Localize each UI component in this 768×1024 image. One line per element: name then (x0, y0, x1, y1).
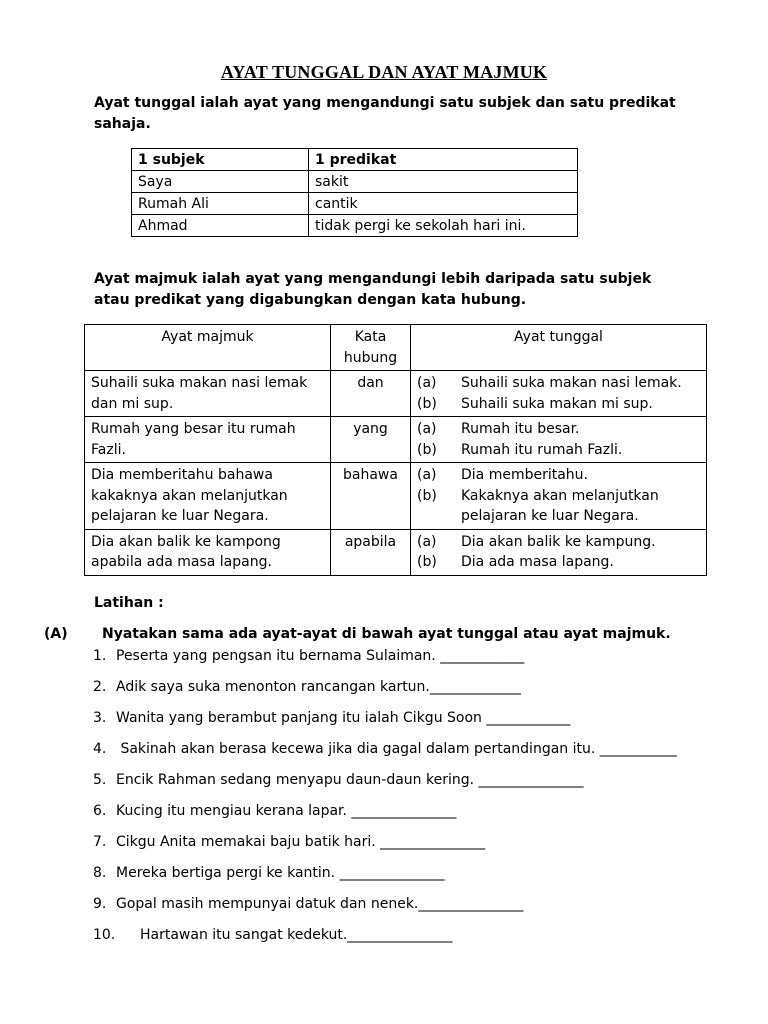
cell-hubung: bahawa (331, 463, 411, 530)
cell-majmuk: Dia akan balik ke kampong apabila ada masa lapang. (85, 529, 331, 575)
sub-text: Kakaknya akan melanjutkan pelajaran ke luar Negara. (461, 487, 659, 524)
header-ayat-majmuk: Ayat majmuk (85, 325, 331, 371)
table-row (132, 215, 578, 237)
header-predikat: 1 predikat (309, 149, 578, 171)
latihan-heading: Latihan : (94, 595, 164, 611)
section-a-instruction (44, 626, 671, 642)
section-a-label: (A) (44, 626, 68, 642)
question-number: 2. (93, 679, 107, 695)
question-item (93, 741, 677, 757)
sub-label: (b) (417, 395, 437, 412)
header-subjek: 1 subjek (132, 149, 309, 171)
cell-tunggal (411, 463, 707, 530)
sub-text: Dia akan balik ke kampung. (461, 533, 656, 550)
question-number: 4. (93, 741, 107, 757)
sub-label: (a) (417, 533, 437, 550)
sub-sentence (417, 552, 700, 573)
cell-hubung: yang (331, 417, 411, 463)
table-row (85, 371, 707, 417)
cell-majmuk: Dia memberitahu bahawa kakaknya akan melanjutkan pelajaran ke luar Negara. (85, 463, 331, 530)
sub-text: Rumah itu besar. (461, 421, 580, 437)
sub-sentence (417, 373, 700, 394)
cell-hubung: apabila (331, 529, 411, 575)
sub-sentence (417, 532, 700, 553)
question-text: Kucing itu mengiau kerana lapar. _______________ (116, 803, 457, 819)
table-ayat-tunggal (131, 148, 578, 237)
section-a-text: Nyatakan sama ada ayat-ayat di bawah ayat tunggal atau ayat majmuk. (102, 626, 671, 642)
sub-label: (b) (417, 554, 437, 570)
cell-predikat: sakit (309, 171, 578, 193)
question-text: Gopal masih mempunyai datuk dan nenek._______________ (116, 896, 524, 912)
table-header-row (85, 325, 707, 371)
definition-majmuk: Ayat majmuk ialah ayat yang mengandungi lebih daripada satu subjek atau predikat yang digabungkan dengan kata hubung. (94, 271, 652, 308)
sub-sentence (417, 486, 700, 527)
question-item (93, 648, 524, 664)
question-item (93, 772, 584, 788)
sub-sentence (417, 419, 700, 440)
sub-text: Dia memberitahu. (461, 467, 588, 483)
sub-label: (a) (417, 467, 437, 483)
sub-label: (a) (417, 421, 437, 437)
cell-tunggal (411, 371, 707, 417)
question-text: Peserta yang pengsan itu bernama Sulaiman. ____________ (116, 648, 525, 664)
question-item (93, 834, 485, 850)
sub-label: (a) (417, 375, 437, 391)
question-number: 9. (93, 896, 107, 912)
sub-text: Rumah itu rumah Fazli. (461, 441, 623, 458)
question-item (93, 710, 570, 726)
question-item (93, 679, 521, 695)
question-item (93, 803, 456, 819)
cell-majmuk: Suhaili suka makan nasi lemak dan mi sup. (85, 371, 331, 417)
cell-majmuk: Rumah yang besar itu rumah Fazli. (85, 417, 331, 463)
cell-hubung: dan (331, 371, 411, 417)
sub-label: (b) (417, 487, 437, 504)
cell-subjek: Ahmad (132, 215, 309, 237)
table-row (85, 463, 707, 530)
question-number: 10. (93, 927, 116, 943)
question-number: 5. (93, 772, 107, 788)
question-number: 6. (93, 803, 107, 819)
sub-text: Dia ada masa lapang. (461, 554, 614, 570)
question-number: 8. (93, 865, 107, 881)
table-ayat-majmuk (84, 324, 707, 576)
cell-subjek: Saya (132, 171, 309, 193)
header-ayat-tunggal: Ayat tunggal (411, 325, 707, 371)
question-item (93, 927, 452, 943)
table-row (132, 171, 578, 193)
sub-text: Suhaili suka makan nasi lemak. (461, 375, 682, 391)
table-row (132, 193, 578, 215)
sub-text: Suhaili suka makan mi sup. (461, 395, 653, 412)
sub-sentence (417, 440, 700, 461)
sub-sentence (417, 465, 700, 486)
cell-predikat: tidak pergi ke sekolah hari ini. (309, 215, 578, 237)
question-text: Encik Rahman sedang menyapu daun-daun kering. _______________ (116, 772, 584, 788)
question-number: 3. (93, 710, 107, 726)
cell-tunggal (411, 417, 707, 463)
table-row (85, 417, 707, 463)
question-item (93, 865, 445, 881)
page-title: AYAT TUNGGAL DAN AYAT MAJMUK (220, 62, 548, 82)
question-text: Hartawan itu sangat kedekut._______________ (140, 927, 453, 943)
question-text: Cikgu Anita memakai baju batik hari. _______________ (116, 834, 486, 850)
cell-subjek: Rumah Ali (132, 193, 309, 215)
sub-sentence (417, 394, 700, 415)
question-number: 7. (93, 834, 107, 850)
question-text: Wanita yang berambut panjang itu ialah Cikgu Soon ____________ (116, 710, 571, 726)
question-text: Mereka bertiga pergi ke kantin. _______________ (116, 865, 445, 881)
table-row (85, 529, 707, 575)
question-text: Adik saya suka menonton rancangan kartun._____________ (116, 679, 521, 695)
question-number: 1. (93, 648, 107, 664)
table-header-row (132, 149, 578, 171)
question-item (93, 896, 523, 912)
sub-label: (b) (417, 441, 437, 458)
cell-tunggal (411, 529, 707, 575)
cell-predikat: cantik (309, 193, 578, 215)
question-text: Sakinah akan berasa kecewa jika dia gagal dalam pertandingan itu. ___________ (116, 741, 677, 757)
header-kata-hubung: Kata hubung (331, 325, 411, 371)
definition-tunggal: Ayat tunggal ialah ayat yang mengandungi satu subjek dan satu predikat sahaja. (94, 95, 676, 132)
